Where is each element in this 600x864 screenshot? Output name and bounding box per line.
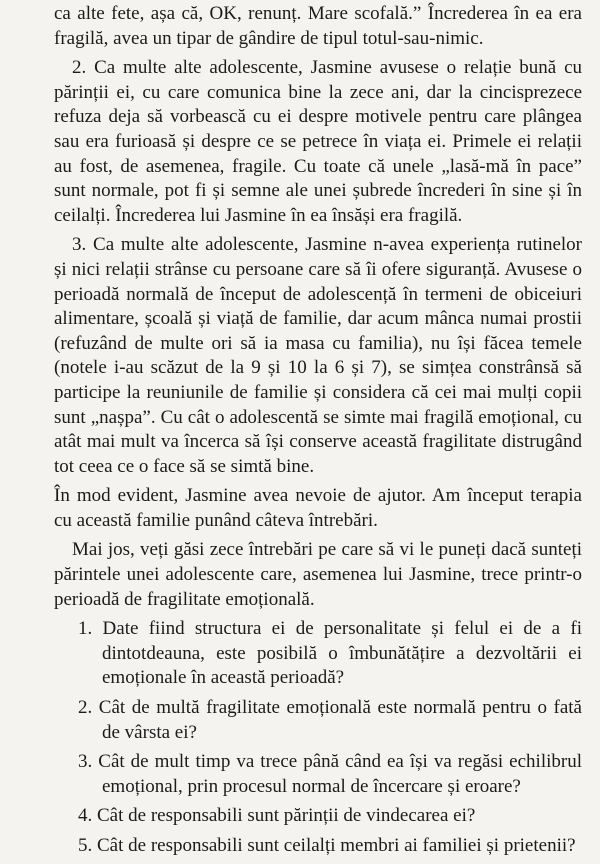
paragraph-jasmine-help: În mod evident, Jasmine avea nevoie de ajutor. Am început terapia cu această familie punând câteva întrebări. <box>54 485 582 531</box>
question-item-5: 5. Cât de responsabili sunt ceilalți membri ai familiei și prietenii? <box>78 835 576 856</box>
question-item-2: 2. Cât de multă fragilitate emoțională este normală pentru o fată de vârsta ei? <box>78 697 582 743</box>
question-item-1: 1. Date fiind structura ei de personalitate și felul ei de a fi dintotdeauna, este posibilă o îmbunătățire a dezvoltării ei emoționale în această perioadă? <box>78 618 582 689</box>
question-item-3: 3. Cât de mult timp va trece până când ea își va regăsi echilibrul emoțional, prin procesul normal de încercare și eroare? <box>78 751 582 797</box>
question-item-4: 4. Cât de responsabili sunt părinții de vindecarea ei? <box>78 805 476 827</box>
paragraph-point-2: 2. Ca multe alte adolescente, Jasmine avusese o relație bună cu părinții ei, cu care comunica bine la zece ani, dar la cincisprezece refuza deja să vorbească cu ei despre motivele pentru care plângea sau era furioasă și despre ce se petrece în viața ei. Primele ei relații au fost, de asemenea, fragile. Cu toate că unele „lasă-mă în pace” sunt normale, pot fi și semne ale unei șubrede încrederi în sine și în ceilalți. Încrederea lui Jasmine în ea însăși era fragilă. <box>54 57 582 226</box>
paragraph-questions-intro: Mai jos, veți găsi zece întrebări pe care să vi le puneți dacă sunteți părintele unei adolescente care, asemenea lui Jasmine, trece printr-o perioadă de fragilitate emoțională. <box>54 539 582 610</box>
paragraph-continuation: ca alte fete, așa că, OK, renunț. Mare scofală.” Încrederea în ea era fragilă, avea un tipar de gândire de tipul totul-sau-nimic. <box>54 3 582 49</box>
book-page <box>54 2 582 864</box>
paragraph-point-3: 3. Ca multe alte adolescente, Jasmine n-avea experiența rutinelor și nici relații strânse cu persoane care să îi ofere siguranță. Avusese o perioadă normală de început de adolescență în termeni de obiceiuri alimentare, școală și viață de familie, dar acum mânca numai prostii (refuzând de multe ori să ia masa cu familia), nu își făcea temele (notele i-au scăzut de la 9 și 10 la 6 și 7), se simțea constrânsă să participe la reuniunile de familie și considera că cei mai mulți copii sunt „nașpa”. Cu cât o adolescentă se simte mai fragilă emoțional, cu atât mai mult va încerca să își conserve această fragilitate distrugând tot ceea ce o face să se simtă bine. <box>54 234 582 477</box>
